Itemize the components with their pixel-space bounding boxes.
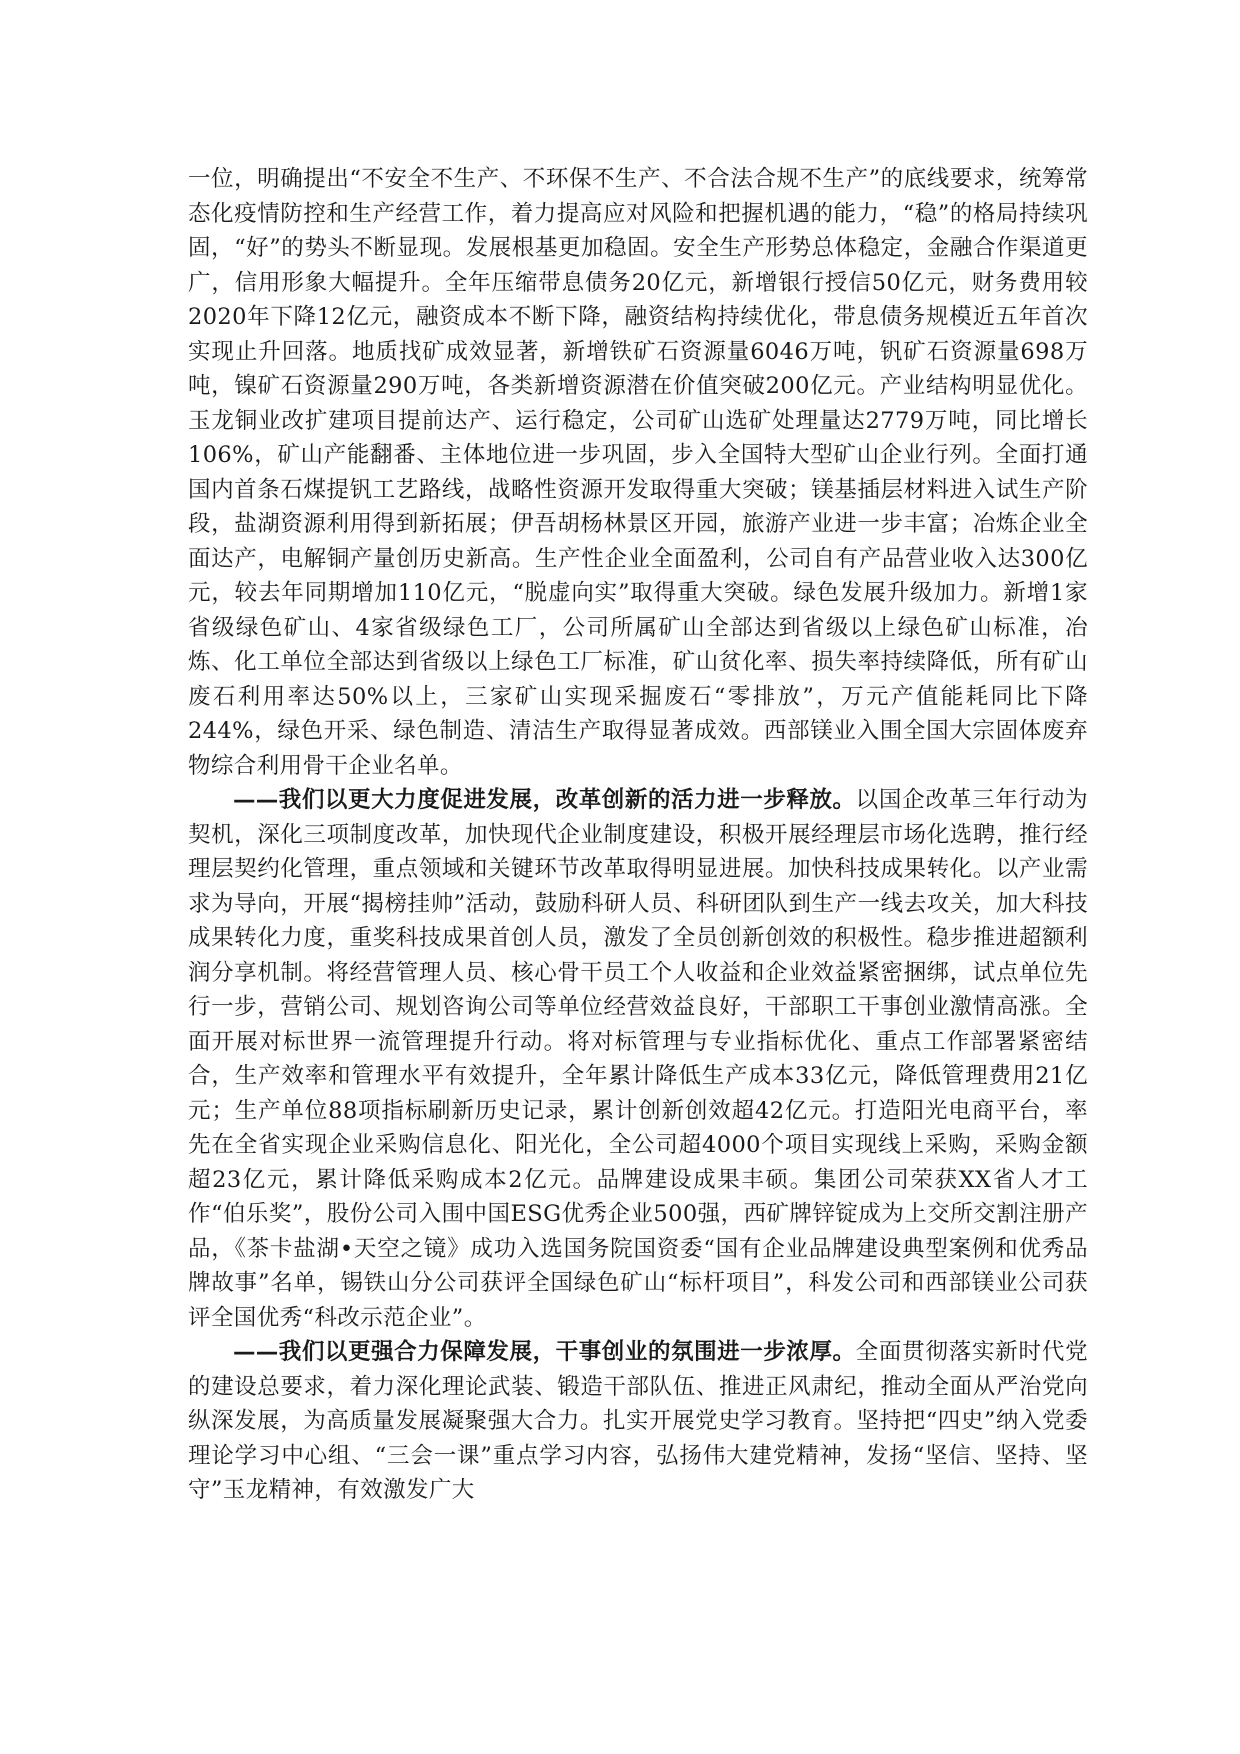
paragraph-3 (188, 1335, 1088, 1508)
paragraph-3-text: 全面贯彻落实新时代党的建设总要求，着力深化理论武装、锻造干部队伍、推进正风肃纪，推动全面从严治党向纵深发展，为高质量发展凝聚强大合力。扎实开展党史学习教育。坚持把“四史”纳入党委理论学习中心组、“三会一课”重点学习内容，弘扬伟大建党精神，发扬“坚信、坚持、坚守”玉龙精神，有效激发广大 (188, 1339, 1088, 1503)
paragraph-3-lead: ——我们以更强合力保障发展，干事创业的氛围进一步浓厚。 (233, 1339, 856, 1365)
paragraph-1-text: 一位，明确提出“不安全不生产、不环保不生产、不合法合规不生产”的底线要求，统筹常态化疫情防控和生产经营工作，着力提高应对风险和把握机遇的能力，“稳”的格局持续巩固，“好”的势头不断显现。发展根基更加稳固。安全生产形势总体稳定，金融合作渠道更广，信用形象大幅提升。全年压缩带息债务20亿元，新增银行授信50亿元，财务费用较2020年下降12亿元，融资成本不断下降，融资结构持续优化，带息债务规模近五年首次实现止升回落。地质找矿成效显著，新增铁矿石资源量6046万吨，钒矿石资源量698万吨，镍矿石资源量290万吨，各类新增资源潜在价值突破200亿元。产业结构明显优化。玉龙铜业改扩建项目提前达产、运行稳定，公司矿山选矿处理量达2779万吨，同比增长106%，矿山产能翻番、主体地位进一步巩固，步入全国特大型矿山企业行列。全面打通国内首条石煤提钒工艺路线，战略性资源开发取得重大突破；镁基插层材料进入试生产阶段，盐湖资源利用得到新拓展；伊吾胡杨林景区开园，旅游产业进一步丰富；冶炼企业全面达产，电解铜产量创历史新高。生产性企业全面盈利，公司自有产品营业收入达300亿元，较去年同期增加110亿元，“脱虚向实”取得重大突破。绿色发展升级加力。新增1家省级绿色矿山、4家省级绿色工厂，公司所属矿山全部达到省级以上绿色矿山标准，冶炼、化工单位全部达到省级以上绿色工厂标准，矿山贫化率、损失率持续降低，所有矿山废石利用率达50%以上，三家矿山实现采掘废石“零排放”，万元产值能耗同比下降244%，绿色开采、绿色制造、清洁生产取得显著成效。西部镁业入围全国大宗固体废弃物综合利用骨干企业名单。 (188, 166, 1088, 779)
document-page (188, 162, 1088, 1508)
paragraph-1 (188, 162, 1088, 783)
paragraph-2-text: 以国企改革三年行动为契机，深化三项制度改革，加快现代企业制度建设，积极开展经理层市场化选聘，推行经理层契约化管理，重点领域和关键环节改革取得明显进展。加快科技成果转化。以产业需求为导向，开展“揭榜挂帅”活动，鼓励科研人员、科研团队到生产一线去攻关，加大科技成果转化力度，重奖科技成果首创人员，激发了全员创新创效的积极性。稳步推进超额利润分享机制。将经营管理人员、核心骨干员工个人收益和企业效益紧密捆绑，试点单位先行一步，营销公司、规划咨询公司等单位经营效益良好，干部职工干事创业激情高涨。全面开展对标世界一流管理提升行动。将对标管理与专业指标优化、重点工作部署紧密结合，生产效率和管理水平有效提升，全年累计降低生产成本33亿元，降低管理费用21亿元；生产单位88项指标刷新历史记录，累计创新创效超42亿元。打造阳光电商平台，率先在全省实现企业采购信息化、阳光化，全公司超4000个项目实现线上采购，采购金额超23亿元，累计降低采购成本2亿元。品牌建设成果丰硕。集团公司荣获XX省人才工作“伯乐奖”，股份公司入围中国ESG优秀企业500强，西矿牌锌锭成为上交所交割注册产品，《茶卡盐湖•天空之镜》成功入选国务院国资委“国有企业品牌建设典型案例和优秀品牌故事”名单，锡铁山分公司获评全国绿色矿山“标杆项目”，科发公司和西部镁业公司获评全国优秀“科改示范企业”。 (188, 787, 1088, 1331)
paragraph-2 (188, 783, 1088, 1335)
paragraph-2-lead: ——我们以更大力度促进发展，改革创新的活力进一步释放。 (233, 787, 856, 813)
